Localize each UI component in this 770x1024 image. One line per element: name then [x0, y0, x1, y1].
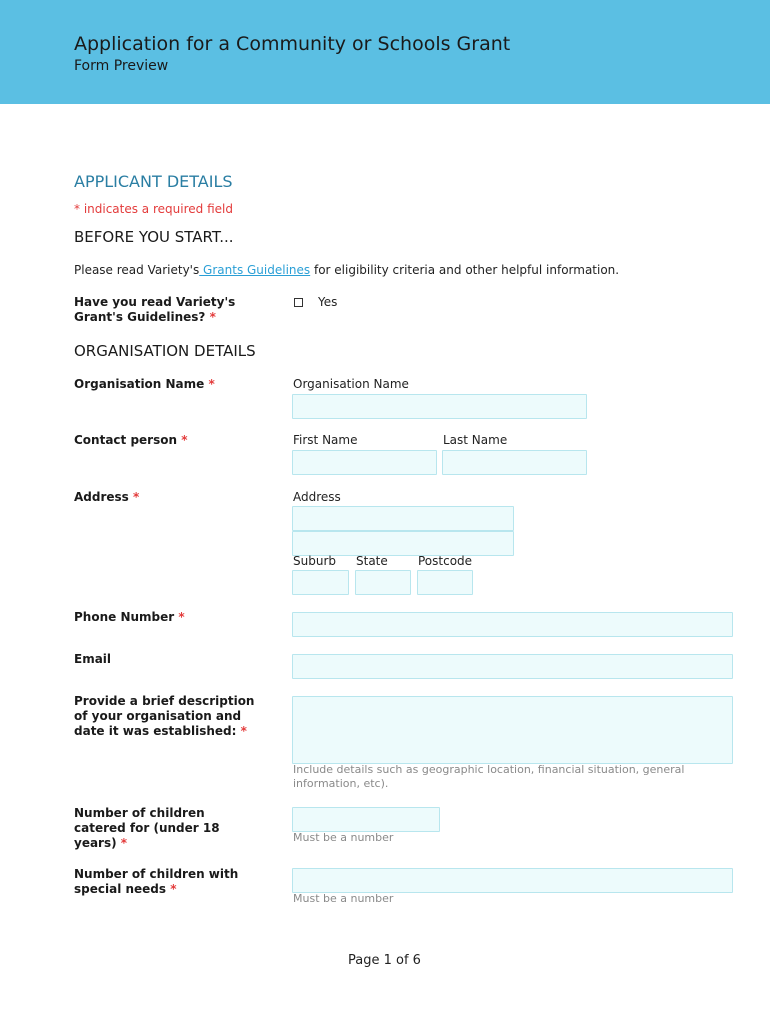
required-mark: *: [181, 433, 188, 447]
address-label: [74, 490, 264, 505]
contact-person-label: [74, 433, 264, 448]
org-name-caption: Organisation Name: [293, 377, 409, 391]
children-count-label-text: Number of children catered for (under 18 years): [74, 806, 220, 850]
postcode-caption: Postcode: [418, 554, 473, 568]
first-name-input[interactable]: [292, 450, 437, 475]
suburb-caption: Suburb: [293, 554, 336, 568]
state-caption: State: [356, 554, 388, 568]
children-count-input[interactable]: [292, 807, 440, 832]
suburb-input[interactable]: [292, 570, 349, 595]
section-title: APPLICANT DETAILS: [74, 172, 233, 191]
org-name-label-text: Organisation Name: [74, 377, 205, 391]
address-line2-input[interactable]: [292, 531, 514, 556]
description-hint: Include details such as geographic location, financial situation, general information, etc).: [293, 763, 685, 790]
required-mark: *: [240, 724, 247, 738]
required-field-note: * indicates a required field: [74, 202, 233, 216]
last-name-input[interactable]: [442, 450, 587, 475]
special-needs-label-text: Number of children with special needs: [74, 867, 239, 896]
contact-person-label-text: Contact person: [74, 433, 178, 447]
guidelines-yes-checkbox[interactable]: [294, 298, 303, 307]
address-label-text: Address: [74, 490, 129, 504]
phone-label: [74, 610, 264, 625]
children-count-hint: Must be a number: [293, 831, 394, 844]
description-label: [74, 694, 259, 739]
special-needs-hint: Must be a number: [293, 892, 394, 905]
org-name-input[interactable]: [292, 394, 587, 419]
page-indicator: Page 1 of 6: [348, 953, 421, 968]
phone-input[interactable]: [292, 612, 733, 637]
email-input[interactable]: [292, 654, 733, 679]
required-mark: *: [208, 377, 215, 391]
last-name-caption: Last Name: [443, 433, 508, 447]
intro-prefix: Please read Variety's: [74, 263, 200, 277]
guidelines-question-label: [74, 295, 259, 325]
intro-suffix: for eligibility criteria and other helpful information.: [310, 263, 620, 277]
special-needs-label: [74, 867, 259, 897]
grants-guidelines-link[interactable]: Grants Guidelines: [199, 263, 311, 277]
email-label-text: Email: [74, 652, 112, 666]
intro-text: [74, 263, 619, 277]
guidelines-yes-label: Yes: [318, 295, 338, 309]
address-caption: Address: [293, 490, 341, 504]
address-line1-input[interactable]: [292, 506, 514, 531]
email-label: [74, 652, 264, 667]
organisation-heading: ORGANISATION DETAILS: [74, 342, 256, 360]
children-count-label: [74, 806, 249, 851]
form-header: [0, 0, 770, 104]
description-textarea[interactable]: [292, 696, 733, 764]
required-mark: *: [170, 882, 177, 896]
required-mark: *: [209, 310, 216, 324]
required-mark: *: [120, 836, 128, 850]
form-title: Application for a Community or Schools Grant: [74, 33, 511, 55]
phone-label-text: Phone Number: [74, 610, 175, 624]
required-mark: *: [133, 490, 140, 504]
form-subtitle: Form Preview: [74, 58, 169, 74]
required-mark: *: [178, 610, 185, 624]
org-name-label: [74, 377, 264, 392]
postcode-input[interactable]: [417, 570, 473, 595]
guidelines-question-text: Have you read Variety's Grant's Guidelines?: [74, 295, 236, 324]
before-start-heading: BEFORE YOU START...: [74, 228, 234, 246]
special-needs-input[interactable]: [292, 868, 733, 893]
state-input[interactable]: [355, 570, 411, 595]
first-name-caption: First Name: [293, 433, 358, 447]
description-label-text: Provide a brief description of your organisation and date it was established:: [74, 694, 255, 738]
